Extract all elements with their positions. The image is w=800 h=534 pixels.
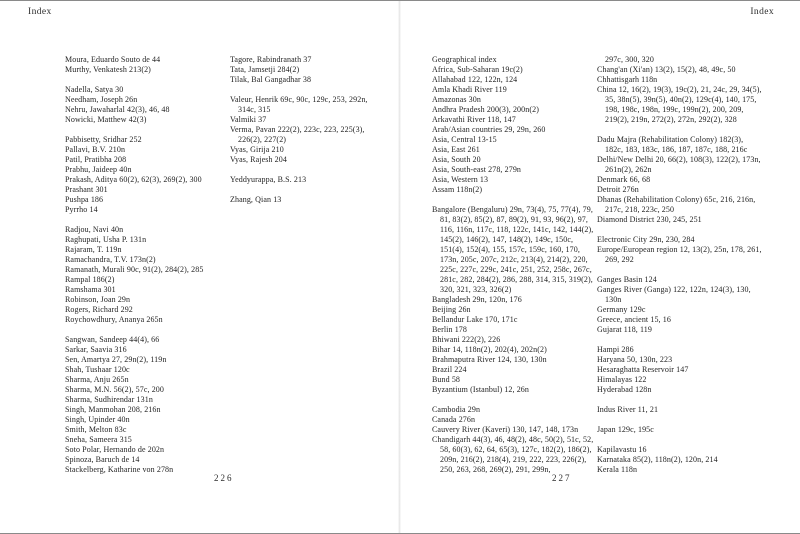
index-entry: Amla Khadi River 119 <box>432 85 507 94</box>
index-entry: Greece, ancient 15, 16 <box>597 315 671 324</box>
entry-gap <box>65 215 225 225</box>
entry-gap <box>597 435 763 445</box>
index-entry: Vyas, Rajesh 204 <box>230 155 287 164</box>
index-entry: Rampal 186(2) <box>65 275 115 284</box>
index-entry: Kerala 118n <box>597 465 638 474</box>
index-entry: Kapilavastu 16 <box>597 445 647 454</box>
index-entry: Haryana 50, 130n, 223 <box>597 355 673 364</box>
index-entry: Ramshama 301 <box>65 285 116 294</box>
index-entry: Bihar 14, 118n(2), 202(4), 202n(2) <box>432 345 547 354</box>
entry-gap <box>230 85 380 95</box>
index-entry: Canada 276n <box>432 415 476 424</box>
index-entry: Dadu Majra (Rehabilitation Colony) 182(3), 182c, 183, 183c, 186, 187, 187c, 188, 216c <box>597 135 748 154</box>
index-entry: Pallavi, B.V. 210n <box>65 145 126 154</box>
index-entry: Stackelberg, Katharine von 278n <box>65 465 174 474</box>
index-entry: Roychowdhury, Ananya 265n <box>65 315 163 324</box>
index-entry: Smith, Melton 83c <box>65 425 127 434</box>
index-entry: Ganges River (Ganga) 122, 122n, 124(3), 130, 130n <box>597 285 751 304</box>
index-entry: Ramanath, Murali 90c, 91(2), 284(2), 285 <box>65 265 204 274</box>
index-entry: Zhang, Qian 13 <box>230 195 282 204</box>
index-entry: Sharma, Sudhirendar 131n <box>65 395 153 404</box>
index-entry: Nadella, Satya 30 <box>65 85 124 94</box>
index-entry: Hesaraghatta Reservoir 147 <box>597 365 689 374</box>
entry-gap <box>65 325 225 335</box>
index-entry: Hyderabad 128n <box>597 385 652 394</box>
index-entry: 297c, 300, 320 <box>605 55 654 64</box>
index-entry: Radjou, Navi 40n <box>65 225 124 234</box>
index-entry: Tagore, Rabindranath 37 <box>230 55 312 64</box>
index-entry: Assam 118n(2) <box>432 185 483 194</box>
index-entry: Chang'an (Xi'an) 13(2), 15(2), 48, 49c, 50 <box>597 65 736 74</box>
index-entry: Amazonas 30n <box>432 95 481 104</box>
index-entry: Raghupati, Usha P. 131n <box>65 235 147 244</box>
index-entry: Geographical index <box>432 55 497 64</box>
index-entry: Pabbisetty, Sridhar 252 <box>65 135 142 144</box>
index-entry: Tilak, Bal Gangadhar 38 <box>230 75 312 84</box>
index-entry: Spinoza, Baruch de 14 <box>65 455 140 464</box>
index-column-right-1 <box>432 55 595 475</box>
index-entry: Bangalore (Bengaluru) 29n, 73(4), 75, 77(4), 79, 81, 83(2), 85(2), 87, 89(2), 91, 93, 96(2), 97, 116, 116n, 117c, 118, 122c, 141c, 142, 144(2), 145(2), 146(2), 147, 148(2), 149c, 150c, 151(4), 152(4), 155, 157c, 159c, 160, 170, 173n, 205c, 207c, 212c, 213(4), 214(2), 220, 225c, 227c, 229c, 241c, 251, 252, 258c, 267c, 281c, 282, 284(2), 286, 288, 314, 315, 319(2), 320, 321, 323, 326(2) <box>432 205 594 294</box>
entry-gap <box>597 125 763 135</box>
index-entry: Sangwan, Sandeep 44(4), 66 <box>65 335 160 344</box>
entry-gap <box>432 395 595 405</box>
index-entry: Prakash, Aditya 60(2), 62(3), 269(2), 300 <box>65 175 202 184</box>
page-number-left: 226 <box>214 473 234 483</box>
index-entry: Asia, South 20 <box>432 155 481 164</box>
entry-gap <box>597 415 763 425</box>
index-entry: Germany 129c <box>597 305 646 314</box>
index-entry: Asia, Western 13 <box>432 175 489 184</box>
index-entry: Karnataka 85(2), 118n(2), 120n, 214 <box>597 455 718 464</box>
index-entry: Hampi 286 <box>597 345 634 354</box>
index-entry: Prashant 301 <box>65 185 108 194</box>
index-entry: Arkavathi River 118, 147 <box>432 115 516 124</box>
entry-gap <box>65 125 225 135</box>
index-entry: Chandigarh 44(3), 46, 48(2), 48c, 50(2), 51c, 52, 58, 60(3), 62, 64, 65(3), 127c, 182(2), 186(2), 209n, 216(2), 218(4), 219, 222, 223, 226(2), 250, 263, 268, 269(2), 291, 299n, <box>432 435 594 474</box>
index-entry: Electronic City 29n, 230, 284 <box>597 235 695 244</box>
index-entry: Nowicki, Matthew 42(3) <box>65 115 147 124</box>
index-entry: Chhattisgarh 118n <box>597 75 658 84</box>
index-entry: Sharma, Anju 265n <box>65 375 129 384</box>
index-entry: Vyas, Girija 210 <box>230 145 284 154</box>
index-entry: Rajaram, T. 119n <box>65 245 122 254</box>
index-column-left-1 <box>65 55 225 475</box>
index-entry: Needham, Joseph 26n <box>65 95 138 104</box>
index-entry: Africa, Sub-Saharan 19c(2) <box>432 65 523 74</box>
index-entry: Yeddyurappa, B.S. 213 <box>230 175 307 184</box>
index-entry: Bangladesh 29n, 120n, 176 <box>432 295 522 304</box>
page-gutter <box>398 1 401 533</box>
entry-gap <box>432 195 595 205</box>
index-entry: Sen, Amartya 27, 29n(2), 119n <box>65 355 167 364</box>
index-entry: Robinson, Joan 29n <box>65 295 131 304</box>
index-entry: Valeur, Henrik 69c, 90c, 129c, 253, 292n, 314c, 315 <box>230 95 368 114</box>
index-entry: Delhi/New Delhi 20, 66(2), 108(3), 122(2), 173n, 261n(2), 262n <box>597 155 761 174</box>
index-entry: Prabhu, Jaideep 40n <box>65 165 132 174</box>
index-entry: Himalayas 122 <box>597 375 647 384</box>
index-entry: Soto Polar, Hernando de 202n <box>65 445 165 454</box>
index-entry: Detroit 276n <box>597 185 639 194</box>
index-entry: Singh, Manmohan 208, 216n <box>65 405 161 414</box>
index-entry: Japan 129c, 195c <box>597 425 654 434</box>
index-entry: Patil, Pratibha 208 <box>65 155 127 164</box>
index-entry: Pyrrho 14 <box>65 205 98 214</box>
index-entry: Andhra Pradesh 200(3), 200n(2) <box>432 105 539 114</box>
index-entry: Verma, Pavan 222(2), 223c, 223, 225(3), 226(2), 227(2) <box>230 125 365 144</box>
index-entry: Valmiki 37 <box>230 115 267 124</box>
index-entry: Gujarat 118, 119 <box>597 325 652 334</box>
index-entry: Europe/European region 12, 13(2), 25n, 178, 261, 269, 292 <box>597 245 762 264</box>
index-entry: Shah, Tushaar 120c <box>65 365 130 374</box>
entry-gap <box>230 165 380 175</box>
entry-gap <box>65 75 225 85</box>
running-header-left: Index <box>28 7 52 17</box>
index-entry: Nehru, Jawaharlal 42(3), 46, 48 <box>65 105 170 114</box>
index-entry: Brazil 224 <box>432 365 467 374</box>
index-entry: Sharma, M.N. 56(2), 57c, 200 <box>65 385 165 394</box>
index-entry: Murthy, Venkatesh 213(2) <box>65 65 151 74</box>
index-entry: Rogers, Richard 292 <box>65 305 133 314</box>
entry-gap <box>230 185 380 195</box>
entry-gap <box>597 225 763 235</box>
entry-gap <box>597 395 763 405</box>
index-entry: Bellandur Lake 170, 171c <box>432 315 518 324</box>
index-entry: China 12, 16(2), 19(3), 19c(2), 21, 24c, 29, 34(5), 35, 38n(5), 39n(5), 40n(2), 129c(4), 140, 175, 198, 198c, 198n, 199c, 199n(2), 200, 209, 219(2), 219n, 272(2), 272n, 292(2), 328 <box>597 85 762 124</box>
index-entry: Tata, Jamsetji 284(2) <box>230 65 300 74</box>
index-entry: Dhanas (Rehabilitation Colony) 65c, 216, 216n, 217c, 218, 223c, 250 <box>597 195 756 214</box>
index-entry: Bund 58 <box>432 375 461 384</box>
index-entry: Sarkar, Saavia 316 <box>65 345 127 354</box>
index-entry: Brahmaputra River 124, 130, 130n <box>432 355 547 364</box>
index-entry: Asia, Central 13-15 <box>432 135 497 144</box>
running-header-right: Index <box>750 7 774 17</box>
index-column-right-2 <box>597 55 763 475</box>
index-entry: Asia, South-east 278, 279n <box>432 165 522 174</box>
entry-gap <box>597 265 763 275</box>
index-entry: Arab/Asian countries 29, 29n, 260 <box>432 125 546 134</box>
index-entry: Bhiwani 222(2), 226 <box>432 335 501 344</box>
page-number-right: 227 <box>552 473 572 483</box>
entry-gap <box>597 335 763 345</box>
index-entry: Cauvery River (Kaveri) 130, 147, 148, 173n <box>432 425 579 434</box>
index-entry: Berlin 178 <box>432 325 467 334</box>
index-entry: Cambodia 29n <box>432 405 481 414</box>
index-entry: Asia, East 261 <box>432 145 480 154</box>
index-entry: Ramachandra, T.V. 173n(2) <box>65 255 156 264</box>
index-entry: Allahabad 122, 122n, 124 <box>432 75 518 84</box>
index-entry: Diamond District 230, 245, 251 <box>597 215 702 224</box>
index-entry: Byzantium (Istanbul) 12, 26n <box>432 385 530 394</box>
index-entry: Singh, Upinder 40n <box>65 415 130 424</box>
index-entry: Ganges Basin 124 <box>597 275 657 284</box>
index-entry: Indus River 11, 21 <box>597 405 659 414</box>
index-entry: Pushpa 186 <box>65 195 104 204</box>
index-entry: Beijing 26n <box>432 305 471 314</box>
index-column-left-2 <box>230 55 380 205</box>
index-entry: Moura, Eduardo Souto de 44 <box>65 55 161 64</box>
index-entry: Denmark 66, 68 <box>597 175 651 184</box>
index-entry: Sneha, Sameera 315 <box>65 435 132 444</box>
